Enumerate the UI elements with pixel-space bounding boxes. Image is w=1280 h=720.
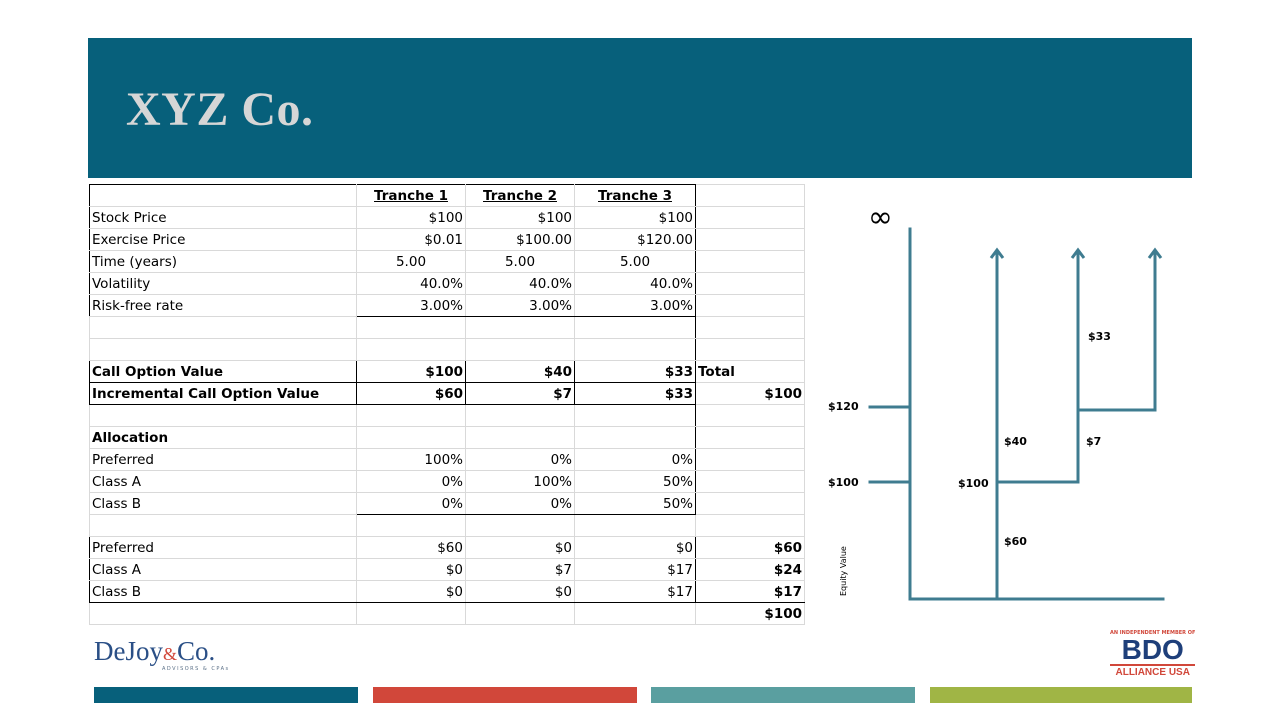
table-cell bbox=[696, 229, 805, 251]
table-row bbox=[90, 581, 805, 603]
column-header: Tranche 1 bbox=[357, 185, 466, 207]
table-cell: $100 bbox=[575, 207, 696, 229]
table-row bbox=[90, 361, 805, 383]
footer-bar-teal bbox=[651, 687, 915, 703]
table-row bbox=[90, 427, 805, 449]
table-cell: $0 bbox=[357, 559, 466, 581]
table-cell bbox=[90, 185, 357, 207]
table-cell: 0% bbox=[466, 449, 575, 471]
valuation-table bbox=[89, 184, 805, 625]
table-cell: $17 bbox=[575, 581, 696, 603]
table-cell bbox=[696, 295, 805, 317]
row-label: Preferred bbox=[90, 449, 357, 471]
row-label: Class B bbox=[90, 493, 357, 515]
level-100-label: $100 bbox=[828, 476, 859, 489]
table-cell: $40 bbox=[466, 361, 575, 383]
footer-bar-blue bbox=[94, 687, 358, 703]
dejoy-logo bbox=[94, 638, 230, 672]
table-cell: $7 bbox=[466, 383, 575, 405]
table-cell: $100 bbox=[357, 361, 466, 383]
dejoy-tagline: ADVISORS & CPAs bbox=[162, 666, 230, 672]
table-cell bbox=[696, 515, 805, 537]
table-cell: $100.00 bbox=[466, 229, 575, 251]
table-cell: $120.00 bbox=[575, 229, 696, 251]
table-cell: $7 bbox=[466, 559, 575, 581]
row-label: Class A bbox=[90, 559, 357, 581]
table-row bbox=[90, 251, 805, 273]
table-cell: $33 bbox=[575, 383, 696, 405]
table-row bbox=[90, 207, 805, 229]
table-cell bbox=[357, 339, 466, 361]
table-cell bbox=[575, 515, 696, 537]
table-cell bbox=[466, 427, 575, 449]
table-cell: $60 bbox=[357, 383, 466, 405]
table-cell: 100% bbox=[466, 471, 575, 493]
table-cell: 0% bbox=[357, 493, 466, 515]
total-value: $17 bbox=[696, 581, 805, 603]
table-cell: 0% bbox=[575, 449, 696, 471]
table-cell bbox=[357, 515, 466, 537]
row-label: Time (years) bbox=[90, 251, 357, 273]
table-row bbox=[90, 537, 805, 559]
label-60: $60 bbox=[1004, 535, 1027, 548]
bdo-logo bbox=[1110, 630, 1195, 678]
table-cell: $100 bbox=[357, 207, 466, 229]
table-cell: 3.00% bbox=[466, 295, 575, 317]
dejoy-co: Co. bbox=[177, 636, 216, 666]
table-row bbox=[90, 515, 805, 537]
table-cell bbox=[466, 317, 575, 339]
table-cell: $0 bbox=[357, 581, 466, 603]
table-row bbox=[90, 449, 805, 471]
table-cell: 3.00% bbox=[357, 295, 466, 317]
table-cell bbox=[575, 405, 696, 427]
table-row bbox=[90, 559, 805, 581]
section-label: Allocation bbox=[90, 427, 357, 449]
table-cell bbox=[466, 603, 575, 625]
table-cell: 0% bbox=[466, 493, 575, 515]
table-cell: 0% bbox=[357, 471, 466, 493]
row-label: Incremental Call Option Value bbox=[90, 383, 357, 405]
table-header-row bbox=[90, 185, 805, 207]
table-cell: 40.0% bbox=[357, 273, 466, 295]
table-cell bbox=[696, 427, 805, 449]
table-cell: 5.00 bbox=[357, 251, 466, 273]
table-row bbox=[90, 603, 805, 625]
row-label: Volatility bbox=[90, 273, 357, 295]
total-label: Total bbox=[696, 361, 805, 383]
row-label: Class A bbox=[90, 471, 357, 493]
arrowheads bbox=[991, 250, 1161, 258]
table-cell: $0 bbox=[466, 537, 575, 559]
row-label: Risk-free rate bbox=[90, 295, 357, 317]
table-cell: 3.00% bbox=[575, 295, 696, 317]
title-banner bbox=[88, 38, 1192, 178]
level-120-label: $120 bbox=[828, 400, 859, 413]
table-cell bbox=[357, 317, 466, 339]
table-cell bbox=[357, 405, 466, 427]
footer-bar-green bbox=[930, 687, 1192, 703]
table-cell bbox=[696, 207, 805, 229]
table-row bbox=[90, 229, 805, 251]
bdo-member-text: AN INDEPENDENT MEMBER OF bbox=[1110, 630, 1196, 636]
label-100-mid: $100 bbox=[958, 477, 989, 490]
total-value: $100 bbox=[696, 383, 805, 405]
table-cell bbox=[696, 339, 805, 361]
row-label: Class B bbox=[90, 581, 357, 603]
table-cell bbox=[696, 471, 805, 493]
table-cell bbox=[696, 185, 805, 207]
bdo-wordmark: BDO bbox=[1121, 634, 1184, 665]
label-40: $40 bbox=[1004, 435, 1027, 448]
table-cell: $60 bbox=[357, 537, 466, 559]
y-axis-label: Equity Value bbox=[839, 546, 848, 596]
grand-total: $100 bbox=[696, 603, 805, 625]
total-value: $60 bbox=[696, 537, 805, 559]
table-row bbox=[90, 273, 805, 295]
table-cell: $0 bbox=[575, 537, 696, 559]
table-cell: 5.00 bbox=[575, 251, 696, 273]
row-label: Call Option Value bbox=[90, 361, 357, 383]
row-label: Stock Price bbox=[90, 207, 357, 229]
table-cell bbox=[357, 603, 466, 625]
table-row bbox=[90, 295, 805, 317]
table-cell: 50% bbox=[575, 471, 696, 493]
table-row bbox=[90, 339, 805, 361]
table-cell bbox=[696, 449, 805, 471]
table-cell: 50% bbox=[575, 493, 696, 515]
table-cell bbox=[90, 603, 357, 625]
table-cell bbox=[696, 405, 805, 427]
bdo-alliance-text: ALLIANCE USA bbox=[1110, 664, 1195, 678]
table-cell bbox=[357, 427, 466, 449]
table-row bbox=[90, 405, 805, 427]
infinity-symbol: ∞ bbox=[868, 200, 893, 235]
dejoy-name: DeJoy bbox=[94, 636, 163, 666]
table-cell: 100% bbox=[357, 449, 466, 471]
table-cell: 5.00 bbox=[466, 251, 575, 273]
table-cell: $0 bbox=[466, 581, 575, 603]
total-value: $24 bbox=[696, 559, 805, 581]
table-cell bbox=[466, 339, 575, 361]
table-cell bbox=[466, 405, 575, 427]
table-cell bbox=[575, 603, 696, 625]
table-row bbox=[90, 471, 805, 493]
table-cell bbox=[90, 405, 357, 427]
table-cell bbox=[696, 251, 805, 273]
row-label: Preferred bbox=[90, 537, 357, 559]
table-cell bbox=[90, 317, 357, 339]
slide-title: XYZ Co. bbox=[126, 83, 314, 136]
label-7: $7 bbox=[1086, 435, 1102, 448]
table-cell bbox=[696, 317, 805, 339]
footer-bar-red bbox=[373, 687, 637, 703]
table-row bbox=[90, 383, 805, 405]
payoff-diagram bbox=[815, 184, 1175, 614]
table-cell: 40.0% bbox=[575, 273, 696, 295]
table-cell bbox=[90, 339, 357, 361]
table-cell bbox=[696, 273, 805, 295]
table-cell bbox=[575, 339, 696, 361]
column-header: Tranche 2 bbox=[466, 185, 575, 207]
table-cell bbox=[696, 493, 805, 515]
table-cell: $17 bbox=[575, 559, 696, 581]
dejoy-ampersand: & bbox=[163, 644, 178, 664]
table-cell: $33 bbox=[575, 361, 696, 383]
table-cell bbox=[466, 515, 575, 537]
table-cell bbox=[575, 427, 696, 449]
table-cell bbox=[90, 515, 357, 537]
table-cell: $100 bbox=[466, 207, 575, 229]
table-cell: 40.0% bbox=[466, 273, 575, 295]
table-row bbox=[90, 493, 805, 515]
row-label: Exercise Price bbox=[90, 229, 357, 251]
table-cell: $0.01 bbox=[357, 229, 466, 251]
label-33: $33 bbox=[1088, 330, 1111, 343]
table-row bbox=[90, 317, 805, 339]
table-cell bbox=[575, 317, 696, 339]
column-header: Tranche 3 bbox=[575, 185, 696, 207]
